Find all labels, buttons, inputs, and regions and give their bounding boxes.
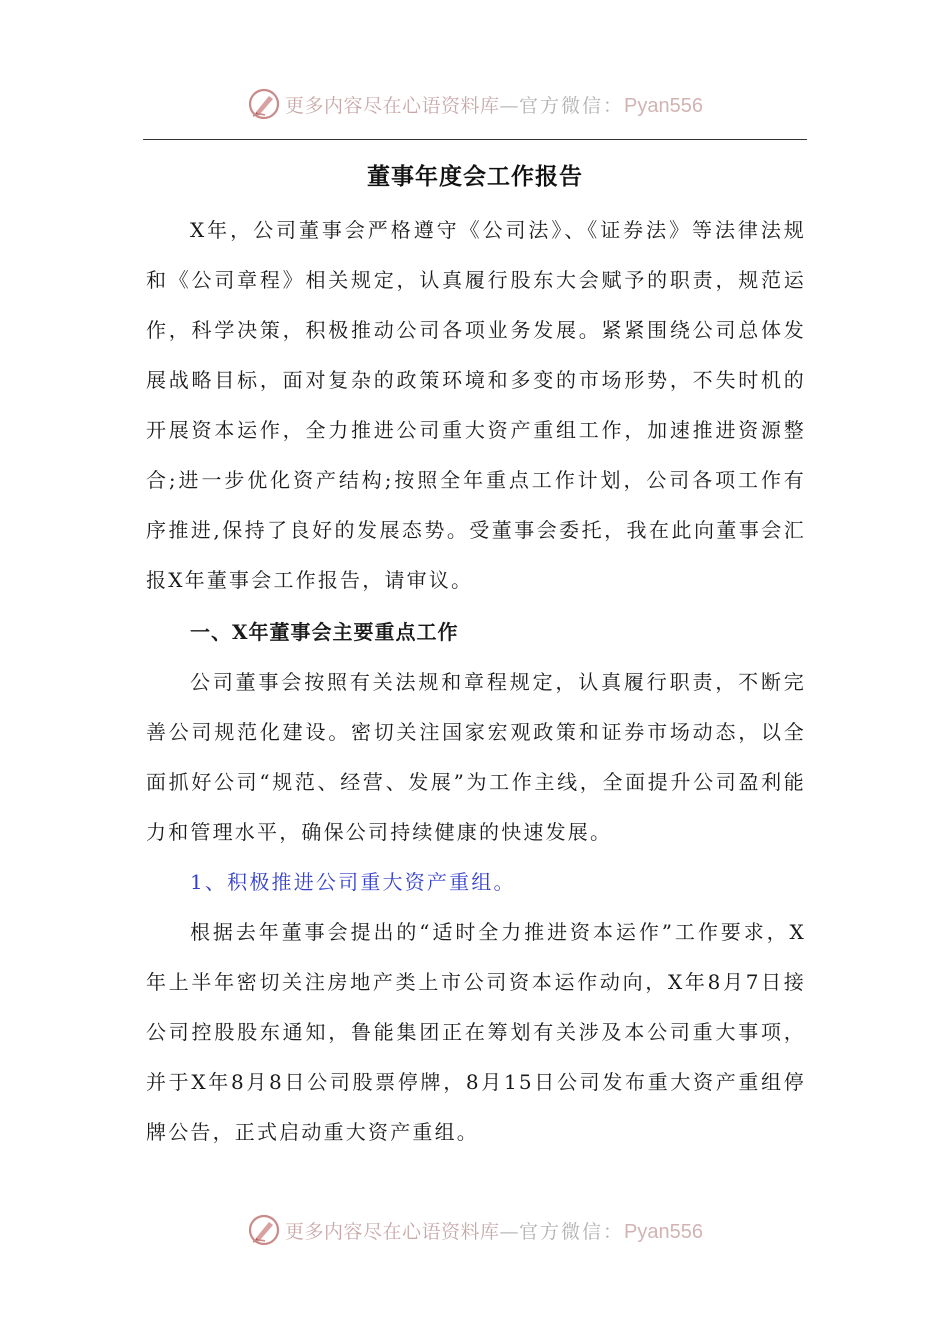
watermark-id: Pyan556 — [624, 1220, 703, 1243]
watermark-dash: — — [499, 94, 520, 117]
paragraph-section-intro: 公司董事会按照有关法规和章程规定，认真履行职责，不断完善公司规范化建设。密切关注国家宏观政策和证券市场动态，以全面抓好公司“规范、经营、发展”为工作主线，全面提升公司盈利能力和管理水平，确保公司持续健康的快速发展。 — [146, 670, 806, 844]
watermark-wechat: 官方微信： — [519, 1220, 625, 1243]
section-heading: 一、X年董事会主要重点工作 — [190, 620, 459, 644]
watermark-wechat: 官方微信： — [519, 94, 625, 117]
document-title: 董事年度会工作报告 — [367, 163, 583, 190]
subsection-heading: 1、积极推进公司重大资产重组。 — [190, 870, 516, 894]
pen-logo-icon — [247, 1213, 281, 1247]
watermark-text — [285, 91, 703, 118]
header-rule — [143, 139, 807, 140]
watermark-main: 更多内容尽在心语资料库 — [285, 94, 500, 117]
watermark-id: Pyan556 — [624, 94, 703, 117]
watermark-main: 更多内容尽在心语资料库 — [285, 1220, 500, 1243]
watermark-dash: — — [499, 1220, 520, 1243]
header-watermark — [0, 84, 950, 124]
paragraph-intro: X年，公司董事会严格遵守《公司法》、《证券法》等法律法规和《公司章程》相关规定，认真履行股东大会赋予的职责，规范运作，科学决策，积极推动公司各项业务发展。紧紧围绕公司总体发展战略目标，面对复杂的政策环境和多变的市场形势，不失时机的开展资本运作，全力推进公司重大资产重组工作，加速推进资源整合;进一步优化资产结构;按照全年重点工作计划，公司各项工作有序推进,保持了良好的发展态势。受董事会委托，我在此向董事会汇报X年董事会工作报告，请审议。 — [146, 218, 806, 592]
document-body — [146, 205, 806, 1157]
pen-logo-icon — [247, 87, 281, 121]
paragraph-restructuring: 根据去年董事会提出的“适时全力推进资本运作”工作要求，X年上半年密切关注房地产类上市公司资本运作动向，X年8月7日接公司控股股东通知，鲁能集团正在筹划有关涉及本公司重大事项，并于X年8月8日公司股票停牌，8月15日公司发布重大资产重组停牌公告，正式启动重大资产重组。 — [146, 920, 806, 1144]
watermark-text — [285, 1217, 703, 1244]
footer-watermark — [0, 1210, 950, 1250]
